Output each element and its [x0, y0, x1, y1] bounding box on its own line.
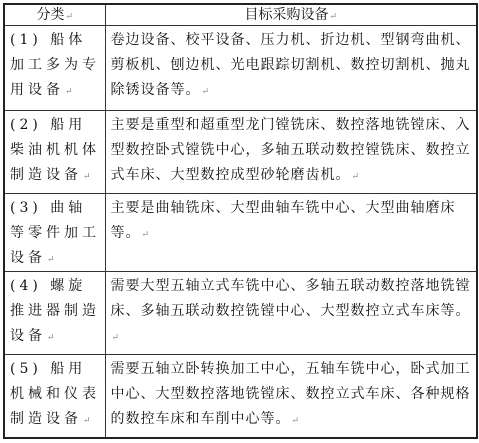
equipment-table: [3, 3, 478, 439]
equipment-cell: [105, 111, 477, 194]
table-header-row: [4, 4, 477, 26]
equipment-text: 主要是曲轴铣床、大型曲轴车铣中心、大型曲轴磨床等。: [110, 200, 456, 241]
equipment-text: 卷边设备、校平设备、压力机、折边机、型钢弯曲机、剪板机、刨边机、光电跟踪切割机、数控切割机、抛丸除锈设备等。: [110, 32, 471, 98]
category-cell: [4, 111, 105, 194]
category-text: (2) 船用柴油机机体制造设备: [10, 117, 100, 183]
header-equipment: [105, 4, 477, 26]
category-text: (5) 船用机械和仪表制造设备: [10, 361, 100, 427]
paragraph-mark-icon: ↵: [83, 416, 91, 426]
header-equipment-label: 目标采购设备: [244, 7, 329, 23]
category-cell: [4, 272, 105, 355]
paragraph-mark-icon: ↵: [291, 416, 300, 426]
paragraph-mark-icon: ↵: [47, 255, 55, 265]
category-text: (1) 船体加工多为专用设备: [10, 32, 100, 98]
equipment-cell: [105, 272, 477, 355]
category-text: (3) 曲轴等零件加工设备: [10, 200, 100, 266]
category-cell: [4, 355, 105, 439]
equipment-cell: [105, 194, 477, 272]
category-cell: [4, 194, 105, 272]
equipment-text: 需要五轴立卧转换加工中心，五轴车铣中心，卧式加工中心、大型数控落地铣镗床、数控立式车床、各种规格的数控车床和车削中心等。: [110, 361, 471, 427]
paragraph-mark-icon: ↵: [351, 172, 360, 182]
table-row: [4, 26, 477, 111]
paragraph-mark-icon: ↵: [65, 12, 74, 22]
paragraph-mark-icon: ↵: [83, 172, 91, 182]
table-row: [4, 272, 477, 355]
equipment-text: 主要是重型和超重型龙门镗铣床、数控落地铣镗床、入型数控卧式镗铣中心，多轴五联动数控镗铣床、数控立式车床、大型数控成型砂轮磨齿机。: [110, 117, 471, 183]
paragraph-mark-icon: ↵: [111, 333, 120, 343]
equipment-cell: [105, 26, 477, 111]
category-text: (4) 螺旋推进器制造设备: [10, 278, 100, 344]
header-category-label: 分类: [36, 7, 65, 23]
paragraph-mark-icon: ↵: [201, 87, 210, 97]
paragraph-mark-icon: ↵: [65, 87, 73, 97]
equipment-cell: [105, 355, 477, 439]
table-row: [4, 194, 477, 272]
paragraph-mark-icon: ↵: [329, 12, 338, 22]
paragraph-mark-icon: ↵: [141, 230, 150, 240]
table-row: [4, 355, 477, 439]
table-row: [4, 111, 477, 194]
equipment-text: 需要大型五轴立式车铣中心、多轴五联动数控落地铣镗床、多轴五联动数控铣镗中心、大型数控立式车床等。: [110, 278, 471, 319]
paragraph-mark-icon: ↵: [47, 333, 55, 343]
header-category: [4, 4, 105, 26]
category-cell: [4, 26, 105, 111]
